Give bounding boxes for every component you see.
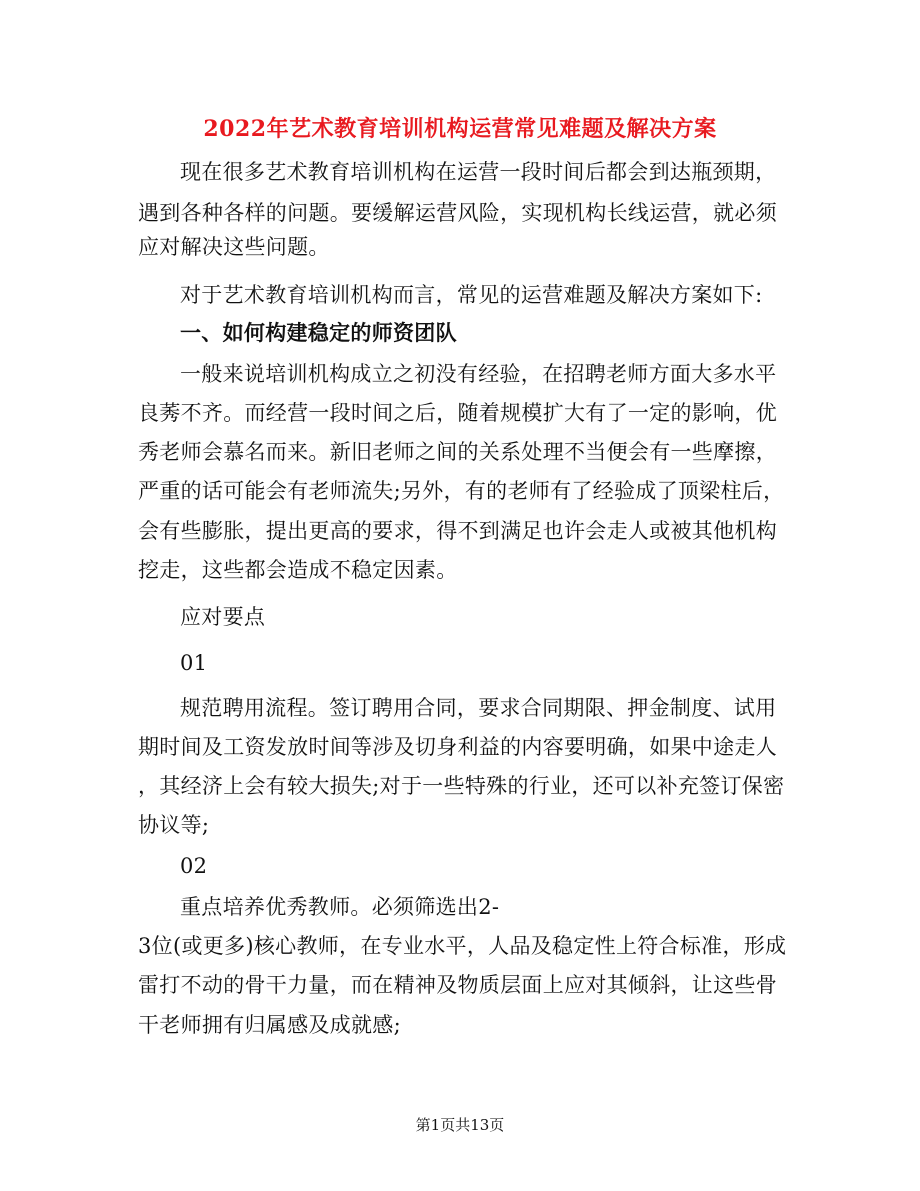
paragraph-line: 良莠不齐。而经营一段时间之后，随着规模扩大有了一定的影响，优 (138, 401, 777, 425)
document-title: 2022年艺术教育培训机构运营常见难题及解决方案 (203, 116, 717, 142)
paragraph-line: 重点培养优秀教师。必须筛选出2- (180, 895, 500, 919)
paragraph-line: 干老师拥有归属感及成就感; (138, 1013, 401, 1037)
item-number: 01 (180, 651, 208, 675)
paragraph-line: ，其经济上会有较大损失;对于一些特殊的行业，还可以补充签订保密 (138, 774, 785, 798)
paragraph-line: 协议等; (138, 813, 210, 837)
paragraph-line: 严重的话可能会有老师流失;另外，有的老师有了经验成了顶梁柱后， (138, 479, 785, 503)
paragraph-line: 遇到各种各样的问题。要缓解运营风险，实现机构长线运营，就必须 (138, 201, 777, 225)
paragraph-line: 现在很多艺术教育培训机构在运营一段时间后都会到达瓶颈期， (180, 160, 777, 184)
paragraph-line: 雷打不动的骨干力量，而在精神及物质层面上应对其倾斜，让这些骨 (138, 973, 777, 997)
paragraph-line: 3位(或更多)核心教师，在专业水平，人品及稳定性上符合标准，形成 (138, 934, 787, 958)
section-heading: 一、如何构建稳定的师资团队 (180, 320, 457, 345)
subheading: 应对要点 (180, 605, 266, 629)
paragraph-line: 秀老师会慕名而来。新旧老师之间的关系处理不当便会有一些摩擦， (138, 440, 777, 464)
page-footer: 第1页共13页 (415, 1116, 505, 1134)
paragraph-line: 会有些膨胀，提出更高的要求，得不到满足也许会走人或被其他机构 (138, 519, 777, 543)
paragraph-line: 一般来说培训机构成立之初没有经验，在招聘老师方面大多水平 (180, 362, 777, 386)
paragraph-line: 应对解决这些问题。 (138, 235, 330, 259)
paragraph-line: 对于艺术教育培训机构而言，常见的运营难题及解决方案如下: (180, 283, 763, 307)
item-number: 02 (180, 854, 208, 878)
paragraph-line: 规范聘用流程。签订聘用合同，要求合同期限、押金制度、试用 (180, 696, 777, 720)
paragraph-line: 挖走，这些都会造成不稳定因素。 (138, 558, 458, 582)
paragraph-line: 期时间及工资发放时间等涉及切身利益的内容要明确，如果中途走人 (138, 735, 777, 759)
